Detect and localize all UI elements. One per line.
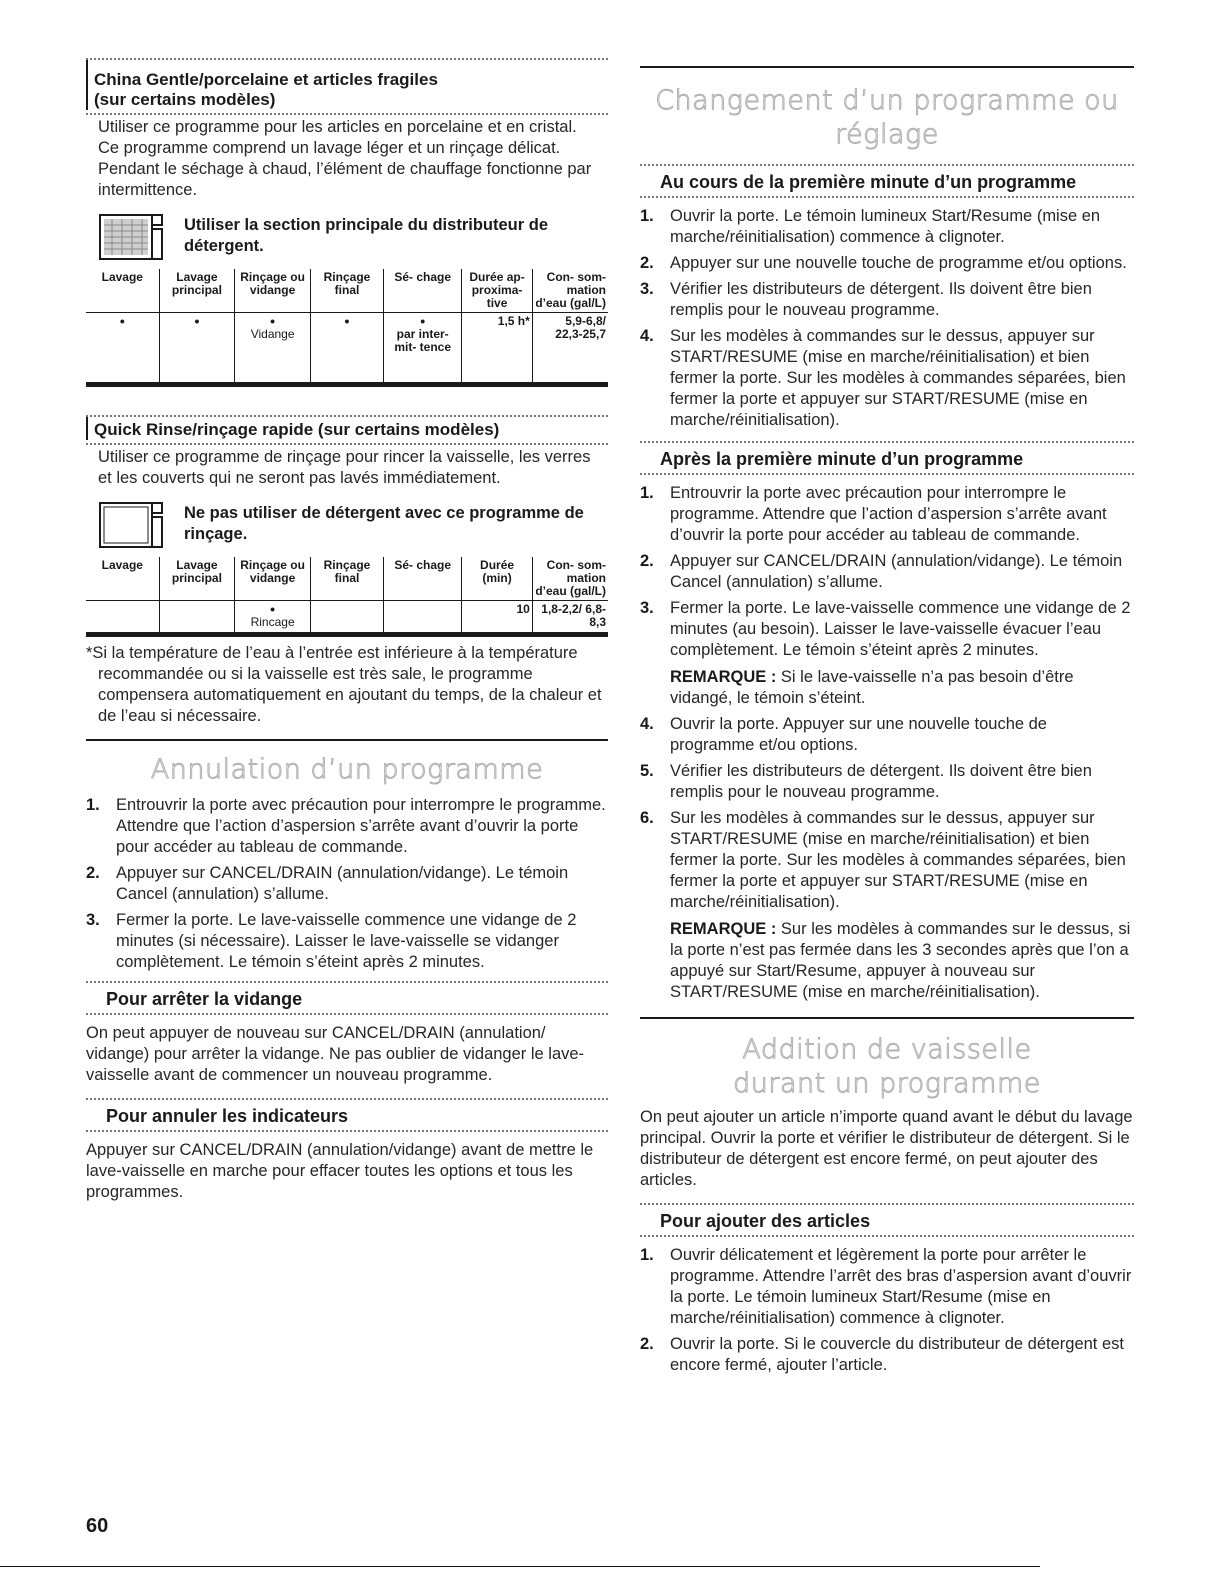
list-item: 6. Sur les modèles à commandes sur le dessus, appuyer sur START/RESUME (mise en marche/réinitialisation) et bien fermer la porte. Sur les modèles à commandes séparées, bien fermer la porte et appuyer sur START/RESUME (mise en marche/réinitialisation). REMARQUE : Sur les modèles à commandes sur le dessus, si la porte n’est pas fermée dans les 3 secondes après que l’on a appuyé sur Start/Resume, appuyer à nouveau sur START/RESUME (mise en marche/réinitialisation). [640, 808, 1134, 1003]
china-cycle-table [86, 269, 608, 387]
table-header: Rinçage ou vidange [235, 269, 311, 313]
table-header: Lavage principal [159, 557, 235, 601]
china-description: Utiliser ce programme pour les articles en porcelaine et en cristal. Ce programme comprend un lavage léger et un rinçage délicat. Pendant le séchage à chaud, l’élément de chauffage fonctionne par intermittence. [98, 118, 592, 199]
remark-note: REMARQUE : Si le lave-vaisselle n’a pas besoin d’être vidangé, le témoin s’éteint. [670, 668, 1074, 707]
left-column [86, 58, 608, 1203]
table-header: Durée ap- proxima- tive [462, 269, 532, 313]
list-item: 1. Entrouvrir la porte avec précaution pour interrompre le programme. Attendre que l’action d’aspersion s’arrête avant d’ouvrir la porte pour accéder au tableau de commande. [86, 796, 606, 856]
dotted-divider [640, 1235, 1134, 1237]
table-header: Rinçage final [310, 269, 383, 313]
table-cell: • [310, 313, 383, 385]
table-header: Sé- chage [384, 269, 462, 313]
quick-cycle-table [86, 557, 608, 637]
table-header: Lavage [86, 557, 159, 601]
list-item: 2. Appuyer sur une nouvelle touche de programme et/ou options. [640, 254, 1127, 272]
table-cell [159, 601, 235, 635]
detergent-note-text: Utiliser la section principale du distributeur de détergent. [184, 216, 548, 255]
table-cell: 5,9-6,8/ 22,3-25,7 [532, 313, 608, 385]
page-number: 60 [86, 1515, 109, 1537]
section-rule [640, 1017, 1134, 1019]
table-header: Sé- chage [384, 557, 462, 601]
stop-drain-text: On peut appuyer de nouveau sur CANCEL/DRAIN (annulation/ vidange) pour arrêter la vidange. Ne pas oublier de vidanger le lave-vaisselle avant de commencer un nouveau programme. [86, 1024, 585, 1084]
china-title-line1: China Gentle/porcelaine et articles fragiles [94, 70, 438, 89]
table-cell: 1,5 h* [462, 313, 532, 385]
dotted-divider [640, 473, 1134, 475]
dotted-divider [86, 1013, 608, 1015]
list-item: 1. Entrouvrir la porte avec précaution pour interrompre le programme. Attendre que l’action d’aspersion s’arrête avant d’ouvrir la porte pour accéder au tableau de commande. [640, 484, 1107, 544]
cancel-indicators-title: Pour annuler les indicateurs [106, 1106, 349, 1126]
china-gentle-title [86, 60, 608, 110]
table-cell: • [86, 313, 159, 385]
table-cell [384, 601, 462, 635]
annulation-steps [86, 795, 608, 973]
detergent-note-text: Ne pas utiliser de détergent avec ce programme de rinçage. [184, 504, 584, 543]
list-item: 3. Fermer la porte. Le lave-vaisselle commence une vidange de 2 minutes (si nécessaire). Laisser le lave-vaisselle se vidanger complètement. Le témoin s’éteint après 2 minutes. [86, 911, 577, 971]
table-header: Con- som- mation d’eau (gal/L) [532, 557, 608, 601]
changement-section-title: Changement d’un programme ou réglage [655, 85, 1119, 150]
quick-detergent-note [92, 499, 608, 549]
footer-rule [0, 1566, 1040, 1567]
after-minute-title: Après la première minute d’un programme [660, 449, 1024, 469]
table-cell [86, 601, 159, 635]
list-item: 4. Ouvrir la porte. Appuyer sur une nouvelle touche de programme et/ou options. [640, 715, 1047, 754]
addition-section-title [640, 1033, 1134, 1101]
table-cell [310, 601, 383, 635]
table-cell: 1,8-2,2/ 6,8-8,3 [532, 601, 608, 635]
after-minute-steps [640, 483, 1134, 1003]
temperature-footnote: *Si la température de l’eau à l’entrée est inférieure à la température recommandée ou si la vaisselle est très sale, le programme compensera automatiquement en ajoutant du temps, de la chaleur et de l’eau si nécessaire. [86, 644, 602, 725]
list-item: 1. Ouvrir délicatement et légèrement la porte pour arrêter le programme. Attendre l’arrêt des bras d’aspersion avant d’ouvrir la porte. Le témoin lumineux Start/Resume (mise en marche/réinitialisation) commence à clignoter. [640, 1246, 1132, 1327]
dotted-divider [86, 1130, 608, 1132]
list-item: 2. Appuyer sur CANCEL/DRAIN (annulation/vidange). Le témoin Cancel (annulation) s’allume. [640, 552, 1123, 591]
table-header: Durée (min) [462, 557, 532, 601]
china-detergent-note [92, 211, 608, 261]
detergent-dispenser-filled-icon [92, 211, 170, 261]
table-cell: • [159, 313, 235, 385]
table-cell: 10 [462, 601, 532, 635]
addition-title-line1: Addition de vaisselle [742, 1034, 1032, 1065]
add-items-title: Pour ajouter des articles [660, 1211, 871, 1231]
table-header: Lavage principal [159, 269, 235, 313]
china-title-line2: (sur certains modèles) [94, 90, 276, 109]
table-cell: • Rincage [235, 601, 311, 635]
quick-description: Utiliser ce programme de rinçage pour rincer la vaisselle, les verres et les couverts qui ne seront pas lavés immédiatement. [98, 448, 591, 487]
dotted-divider [640, 196, 1134, 198]
list-item: 5. Vérifier les distributeurs de détergent. Ils doivent être bien remplis pour le nouveau programme. [640, 762, 1092, 801]
right-column [640, 66, 1134, 1381]
addition-title-line2: durant un programme [733, 1068, 1041, 1099]
section-rule [640, 66, 1134, 68]
remark-note: REMARQUE : Sur les modèles à commandes sur le dessus, si la porte n’est pas fermée dans les 3 secondes après que l’on a appuyé sur Start/Resume, appuyer à nouveau sur START/RESUME (mise en marche/réinitialisation). [670, 920, 1131, 1001]
table-header: Rinçage ou vidange [235, 557, 311, 601]
list-item: 2. Appuyer sur CANCEL/DRAIN (annulation/vidange). Le témoin Cancel (annulation) s’allume. [86, 864, 569, 903]
detergent-dispenser-empty-icon [92, 499, 170, 549]
list-item: 3. Fermer la porte. Le lave-vaisselle commence une vidange de 2 minutes (au besoin). Laisser le lave-vaisselle évacuer l’eau complètement. Le témoin s’éteint après 2 minutes. REMARQUE : Si le lave-vaisselle n’a pas besoin d’être vidangé, le témoin s’éteint. [640, 598, 1134, 709]
table-cell: • Vidange [235, 313, 311, 385]
section-rule [86, 739, 608, 741]
first-minute-steps [640, 206, 1134, 431]
stop-drain-title: Pour arrêter la vidange [106, 989, 303, 1009]
quick-rinse-title: Quick Rinse/rinçage rapide (sur certains modèles) [86, 417, 608, 440]
list-item: 1. Ouvrir la porte. Le témoin lumineux Start/Resume (mise en marche/réinitialisation) commence à clignoter. [640, 207, 1101, 246]
table-header: Rinçage final [310, 557, 383, 601]
list-item: 3. Vérifier les distributeurs de détergent. Ils doivent être bien remplis pour le nouveau programme. [640, 280, 1092, 319]
table-header: Lavage [86, 269, 159, 313]
list-item: 2. Ouvrir la porte. Si le couvercle du distributeur de détergent est encore fermé, ajouter l’article. [640, 1335, 1124, 1374]
first-minute-title: Au cours de la première minute d’un programme [660, 172, 1077, 192]
table-header: Con- som- mation d’eau (gal/L) [532, 269, 608, 313]
table-cell: • par inter- mit- tence [384, 313, 462, 385]
add-items-steps [640, 1245, 1134, 1376]
addition-intro: On peut ajouter un article n’importe quand avant le début du lavage principal. Ouvrir la porte et vérifier le distributeur de détergent. Si le distributeur de détergent est encore fermé, on peut ajouter des articles. [640, 1108, 1133, 1189]
annulation-section-title: Annulation d’un programme [150, 754, 544, 785]
list-item: 4. Sur les modèles à commandes sur le dessus, appuyer sur START/RESUME (mise en marche/réinitialisation) et bien fermer la porte. Sur les modèles à commandes séparées, bien fermer la porte et appuyer sur START/RESUME (mise en marche/réinitialisation). [640, 327, 1126, 429]
cancel-indicators-text: Appuyer sur CANCEL/DRAIN (annulation/vidange) avant de mettre le lave-vaisselle en marche pour effacer toutes les options et tous les programmes. [86, 1141, 594, 1201]
